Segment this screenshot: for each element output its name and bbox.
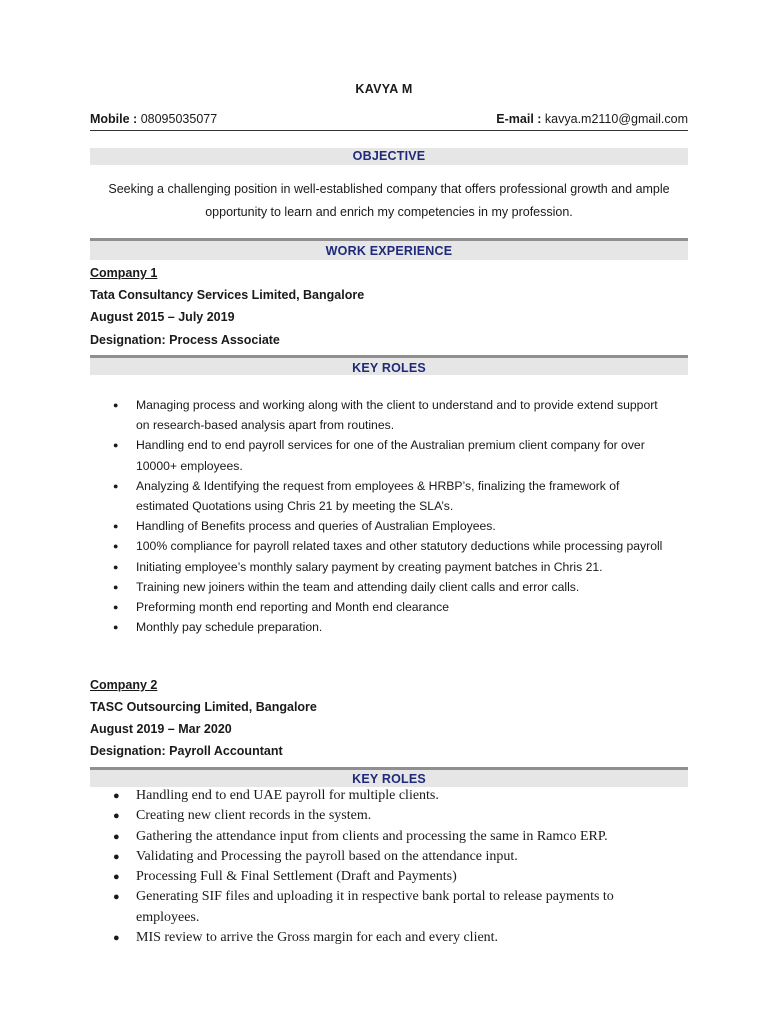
email-info xyxy=(496,112,688,126)
key-role-item xyxy=(90,536,690,556)
key-role-text: Processing Full & Final Settlement (Draft and Payments) xyxy=(136,869,457,885)
objective-line: Seeking a challenging position in well-established company that offers professional growth and ample xyxy=(108,182,670,196)
email-label: E-mail : xyxy=(496,112,542,126)
key-role-item xyxy=(90,887,690,928)
bullet-icon: ● xyxy=(113,602,119,613)
key-role-item xyxy=(90,476,690,516)
company-2-designation: Designation: Payroll Accountant xyxy=(90,744,283,758)
objective-heading: OBJECTIVE xyxy=(90,148,688,165)
company-2-period: August 2019 – Mar 2020 xyxy=(90,722,232,736)
key-role-text: Generating SIF files and uploading it in respective bank portal to release payments to xyxy=(136,889,614,905)
key-role-text: Creating new client records in the system. xyxy=(136,808,372,824)
key-role-item xyxy=(90,516,690,536)
bullet-icon: ● xyxy=(113,541,119,552)
bullet-icon: ● xyxy=(113,581,119,592)
key-role-item xyxy=(90,847,690,867)
bullet-icon: ● xyxy=(113,440,119,451)
mobile-value: 08095035077 xyxy=(140,112,218,126)
company-1-key-roles-heading: KEY ROLES xyxy=(90,355,688,375)
company-1-name: Tata Consultancy Services Limited, Bangalore xyxy=(90,288,365,302)
company-2-label: Company 2 xyxy=(90,678,158,692)
bullet-icon: ● xyxy=(113,932,120,945)
key-role-item xyxy=(90,577,690,597)
key-role-text: Handling of Benefits process and queries of Australian Employees. xyxy=(136,519,496,534)
key-role-text: Managing process and working along with the client to understand and to provide extend support xyxy=(136,398,658,412)
bullet-icon: ● xyxy=(113,480,119,491)
mobile-label: Mobile : xyxy=(90,112,138,126)
company-1-label: Company 1 xyxy=(90,266,158,280)
bullet-icon: ● xyxy=(113,400,119,410)
key-role-text: Initiating employee’s monthly salary payment by creating payment batches in Chris 21. xyxy=(136,559,603,574)
bullet-icon: ● xyxy=(113,790,120,802)
email-value: kavya.m2110@gmail.com xyxy=(544,112,688,126)
bullet-icon: ● xyxy=(113,871,120,884)
key-role-item xyxy=(90,617,690,637)
company-1-roles-list xyxy=(90,395,690,637)
company-2-key-roles-heading: KEY ROLES xyxy=(90,767,688,787)
key-role-text: Handling end to end payroll services for one of the Australian premium client company for over xyxy=(136,438,645,453)
key-role-text: Training new joiners within the team and attending daily client calls and error calls. xyxy=(136,579,580,594)
key-role-item xyxy=(90,435,690,475)
bullet-icon: ● xyxy=(113,850,120,863)
key-role-text: 100% compliance for payroll related taxes and other statutory deductions while processing payroll xyxy=(136,539,663,554)
objective-text xyxy=(90,178,688,224)
key-role-item xyxy=(90,928,690,948)
key-role-item xyxy=(90,557,690,577)
key-role-item xyxy=(90,395,690,435)
bullet-icon: ● xyxy=(113,622,119,633)
bullet-icon: ● xyxy=(113,891,120,904)
company-1-designation: Designation: Process Associate xyxy=(90,333,280,347)
candidate-name: KAVYA M xyxy=(355,82,413,96)
key-role-text: Monthly pay schedule preparation. xyxy=(136,620,323,635)
key-role-text: 10000+ employees. xyxy=(136,458,243,473)
objective-line: opportunity to learn and enrich my competencies in my profession. xyxy=(205,205,573,219)
bullet-icon: ● xyxy=(113,561,119,572)
key-role-text: Handling end to end UAE payroll for multiple clients. xyxy=(136,788,439,803)
key-role-item xyxy=(90,867,690,887)
bullet-icon: ● xyxy=(113,830,120,843)
company-1-period: August 2015 – July 2019 xyxy=(90,310,235,324)
key-role-text: Validating and Processing the payroll based on the attendance input. xyxy=(136,848,518,864)
key-role-text: Preforming month end reporting and Month end clearance xyxy=(136,600,450,615)
mobile-info xyxy=(90,112,217,126)
key-role-text: on research-based analysis apart from routines. xyxy=(136,418,395,433)
key-role-text: estimated Quotations using Chris 21 by meeting the SLA’s. xyxy=(136,499,454,514)
bullet-icon: ● xyxy=(113,810,120,823)
key-role-item xyxy=(90,786,690,806)
key-role-text: employees. xyxy=(136,909,200,925)
company-2-roles-list xyxy=(90,786,690,948)
key-role-item xyxy=(90,806,690,826)
key-role-text: MIS review to arrive the Gross margin for each and every client. xyxy=(136,930,499,946)
key-role-item xyxy=(90,827,690,847)
company-2-name: TASC Outsourcing Limited, Bangalore xyxy=(90,700,317,714)
contact-line xyxy=(90,112,688,131)
key-role-text: Gathering the attendance input from clients and processing the same in Ramco ERP. xyxy=(136,828,608,844)
key-role-item xyxy=(90,597,690,617)
key-role-text: Analyzing & Identifying the request from employees & HRBP’s, finalizing the framework of xyxy=(136,478,620,493)
work-experience-heading: WORK EXPERIENCE xyxy=(90,238,688,260)
bullet-icon: ● xyxy=(113,521,119,532)
